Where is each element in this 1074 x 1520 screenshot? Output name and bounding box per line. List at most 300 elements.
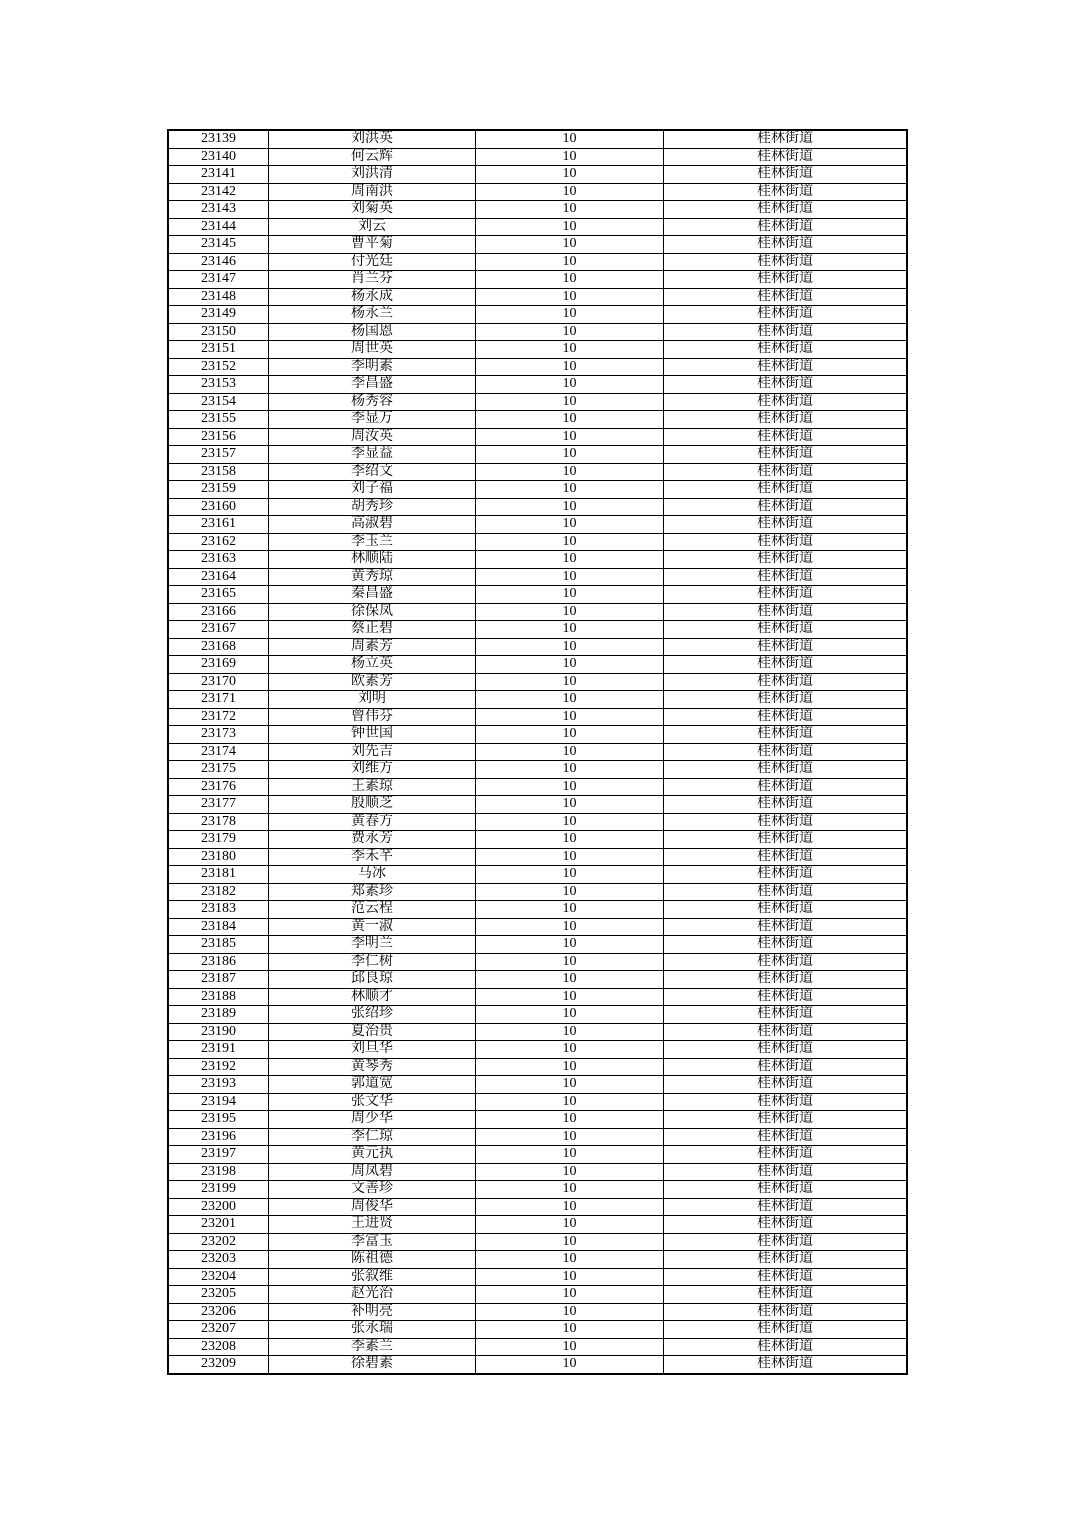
subdistrict-cell: 桂林街道 [664, 1268, 908, 1286]
serial-number-cell: 23186 [168, 953, 269, 971]
name-cell: 黄春方 [269, 813, 476, 831]
table-row [168, 656, 907, 674]
table-row [168, 1058, 907, 1076]
serial-number-cell: 23198 [168, 1163, 269, 1181]
serial-number-cell: 23158 [168, 463, 269, 481]
table-row [168, 1146, 907, 1164]
name-cell: 刘洪清 [269, 166, 476, 184]
name-cell: 李仁琼 [269, 1128, 476, 1146]
amount-cell: 10 [476, 691, 664, 709]
name-cell: 曾伟芬 [269, 708, 476, 726]
amount-cell: 10 [476, 201, 664, 219]
name-cell: 周少华 [269, 1111, 476, 1129]
name-cell: 周俊华 [269, 1198, 476, 1216]
serial-number-cell: 23187 [168, 971, 269, 989]
subdistrict-cell: 桂林街道 [664, 411, 908, 429]
name-cell: 郑素珍 [269, 883, 476, 901]
table-row [168, 1251, 907, 1269]
table-row [168, 516, 907, 534]
subdistrict-cell: 桂林街道 [664, 691, 908, 709]
serial-number-cell: 23178 [168, 813, 269, 831]
subdistrict-cell: 桂林街道 [664, 1111, 908, 1129]
serial-number-cell: 23188 [168, 988, 269, 1006]
amount-cell: 10 [476, 1251, 664, 1269]
amount-cell: 10 [476, 533, 664, 551]
amount-cell: 10 [476, 638, 664, 656]
subdistrict-cell: 桂林街道 [664, 568, 908, 586]
subdistrict-cell: 桂林街道 [664, 1303, 908, 1321]
name-cell: 张绍珍 [269, 1006, 476, 1024]
serial-number-cell: 23189 [168, 1006, 269, 1024]
table-row [168, 236, 907, 254]
table-row [168, 568, 907, 586]
serial-number-cell: 23207 [168, 1321, 269, 1339]
serial-number-cell: 23183 [168, 901, 269, 919]
amount-cell: 10 [476, 481, 664, 499]
subdistrict-cell: 桂林街道 [664, 1023, 908, 1041]
serial-number-cell: 23172 [168, 708, 269, 726]
serial-number-cell: 23145 [168, 236, 269, 254]
subdistrict-cell: 桂林街道 [664, 516, 908, 534]
subdistrict-cell: 桂林街道 [664, 1181, 908, 1199]
amount-cell: 10 [476, 936, 664, 954]
subdistrict-cell: 桂林街道 [664, 166, 908, 184]
table-row [168, 1181, 907, 1199]
serial-number-cell: 23156 [168, 428, 269, 446]
amount-cell: 10 [476, 358, 664, 376]
subdistrict-cell: 桂林街道 [664, 481, 908, 499]
name-cell: 钟世国 [269, 726, 476, 744]
table-row [168, 743, 907, 761]
table-row [168, 1128, 907, 1146]
name-cell: 秦昌盛 [269, 586, 476, 604]
name-cell: 刘云 [269, 218, 476, 236]
serial-number-cell: 23142 [168, 183, 269, 201]
name-cell: 李富玉 [269, 1233, 476, 1251]
name-cell: 徐碧素 [269, 1356, 476, 1374]
subdistrict-cell: 桂林街道 [664, 1321, 908, 1339]
table-row [168, 918, 907, 936]
serial-number-cell: 23190 [168, 1023, 269, 1041]
name-cell: 蔡正碧 [269, 621, 476, 639]
amount-cell: 10 [476, 323, 664, 341]
name-cell: 夏治贵 [269, 1023, 476, 1041]
subdistrict-cell: 桂林街道 [664, 621, 908, 639]
amount-cell: 10 [476, 1286, 664, 1304]
table-row [168, 1338, 907, 1356]
table-row [168, 691, 907, 709]
name-cell: 范云程 [269, 901, 476, 919]
table-row [168, 341, 907, 359]
name-cell: 张永瑞 [269, 1321, 476, 1339]
subdistrict-cell: 桂林街道 [664, 1198, 908, 1216]
subdistrict-cell: 桂林街道 [664, 796, 908, 814]
name-cell: 刘明 [269, 691, 476, 709]
subdistrict-cell: 桂林街道 [664, 1041, 908, 1059]
data-table [167, 129, 908, 1375]
subdistrict-cell: 桂林街道 [664, 218, 908, 236]
serial-number-cell: 23193 [168, 1076, 269, 1094]
table-row [168, 1198, 907, 1216]
subdistrict-cell: 桂林街道 [664, 708, 908, 726]
name-cell: 邱良琼 [269, 971, 476, 989]
table-row [168, 1093, 907, 1111]
subdistrict-cell: 桂林街道 [664, 1251, 908, 1269]
table-row [168, 551, 907, 569]
serial-number-cell: 23174 [168, 743, 269, 761]
name-cell: 黄秀琼 [269, 568, 476, 586]
subdistrict-cell: 桂林街道 [664, 1163, 908, 1181]
amount-cell: 10 [476, 1006, 664, 1024]
name-cell: 陈祖德 [269, 1251, 476, 1269]
amount-cell: 10 [476, 130, 664, 148]
table-row [168, 778, 907, 796]
amount-cell: 10 [476, 953, 664, 971]
amount-cell: 10 [476, 551, 664, 569]
name-cell: 李明素 [269, 358, 476, 376]
name-cell: 李玉兰 [269, 533, 476, 551]
serial-number-cell: 23171 [168, 691, 269, 709]
name-cell: 刘子福 [269, 481, 476, 499]
name-cell: 马冰 [269, 866, 476, 884]
amount-cell: 10 [476, 271, 664, 289]
subdistrict-cell: 桂林街道 [664, 1356, 908, 1374]
serial-number-cell: 23160 [168, 498, 269, 516]
table-row [168, 446, 907, 464]
subdistrict-cell: 桂林街道 [664, 288, 908, 306]
amount-cell: 10 [476, 1181, 664, 1199]
table-row [168, 708, 907, 726]
serial-number-cell: 23151 [168, 341, 269, 359]
table-row [168, 376, 907, 394]
subdistrict-cell: 桂林街道 [664, 393, 908, 411]
subdistrict-cell: 桂林街道 [664, 201, 908, 219]
serial-number-cell: 23184 [168, 918, 269, 936]
subdistrict-cell: 桂林街道 [664, 953, 908, 971]
subdistrict-cell: 桂林街道 [664, 866, 908, 884]
serial-number-cell: 23161 [168, 516, 269, 534]
subdistrict-cell: 桂林街道 [664, 831, 908, 849]
name-cell: 杨国恩 [269, 323, 476, 341]
subdistrict-cell: 桂林街道 [664, 726, 908, 744]
name-cell: 费永芳 [269, 831, 476, 849]
name-cell: 王素琼 [269, 778, 476, 796]
amount-cell: 10 [476, 148, 664, 166]
table-row [168, 1233, 907, 1251]
name-cell: 郭道宽 [269, 1076, 476, 1094]
table-row [168, 271, 907, 289]
name-cell: 李显万 [269, 411, 476, 429]
amount-cell: 10 [476, 1163, 664, 1181]
subdistrict-cell: 桂林街道 [664, 1093, 908, 1111]
subdistrict-cell: 桂林街道 [664, 323, 908, 341]
subdistrict-cell: 桂林街道 [664, 761, 908, 779]
name-cell: 高淑碧 [269, 516, 476, 534]
amount-cell: 10 [476, 708, 664, 726]
name-cell: 周世英 [269, 341, 476, 359]
name-cell: 王进贤 [269, 1216, 476, 1234]
subdistrict-cell: 桂林街道 [664, 586, 908, 604]
amount-cell: 10 [476, 1216, 664, 1234]
serial-number-cell: 23152 [168, 358, 269, 376]
name-cell: 曹平菊 [269, 236, 476, 254]
amount-cell: 10 [476, 498, 664, 516]
amount-cell: 10 [476, 1093, 664, 1111]
serial-number-cell: 23181 [168, 866, 269, 884]
amount-cell: 10 [476, 1146, 664, 1164]
table-row [168, 883, 907, 901]
subdistrict-cell: 桂林街道 [664, 376, 908, 394]
table-row [168, 183, 907, 201]
table-row [168, 971, 907, 989]
amount-cell: 10 [476, 743, 664, 761]
table-row [168, 1163, 907, 1181]
subdistrict-cell: 桂林街道 [664, 603, 908, 621]
subdistrict-cell: 桂林街道 [664, 183, 908, 201]
amount-cell: 10 [476, 918, 664, 936]
amount-cell: 10 [476, 673, 664, 691]
table-row [168, 1321, 907, 1339]
serial-number-cell: 23141 [168, 166, 269, 184]
table-row [168, 638, 907, 656]
serial-number-cell: 23196 [168, 1128, 269, 1146]
table-row [168, 673, 907, 691]
subdistrict-cell: 桂林街道 [664, 306, 908, 324]
name-cell: 杨立英 [269, 656, 476, 674]
amount-cell: 10 [476, 236, 664, 254]
amount-cell: 10 [476, 831, 664, 849]
subdistrict-cell: 桂林街道 [664, 1286, 908, 1304]
name-cell: 李绍文 [269, 463, 476, 481]
table-row [168, 831, 907, 849]
subdistrict-cell: 桂林街道 [664, 533, 908, 551]
serial-number-cell: 23175 [168, 761, 269, 779]
table-row [168, 218, 907, 236]
table-row [168, 201, 907, 219]
table-row [168, 323, 907, 341]
serial-number-cell: 23163 [168, 551, 269, 569]
table-row [168, 1356, 907, 1374]
name-cell: 李素兰 [269, 1338, 476, 1356]
amount-cell: 10 [476, 796, 664, 814]
serial-number-cell: 23182 [168, 883, 269, 901]
table-row [168, 603, 907, 621]
table-row [168, 1286, 907, 1304]
table-row [168, 306, 907, 324]
name-cell: 李仁树 [269, 953, 476, 971]
amount-cell: 10 [476, 341, 664, 359]
table-row [168, 621, 907, 639]
table-row [168, 586, 907, 604]
serial-number-cell: 23167 [168, 621, 269, 639]
name-cell: 张文华 [269, 1093, 476, 1111]
amount-cell: 10 [476, 306, 664, 324]
subdistrict-cell: 桂林街道 [664, 988, 908, 1006]
amount-cell: 10 [476, 1356, 664, 1374]
serial-number-cell: 23164 [168, 568, 269, 586]
name-cell: 刘先吉 [269, 743, 476, 761]
table-row [168, 358, 907, 376]
serial-number-cell: 23209 [168, 1356, 269, 1374]
subdistrict-cell: 桂林街道 [664, 253, 908, 271]
serial-number-cell: 23201 [168, 1216, 269, 1234]
amount-cell: 10 [476, 1303, 664, 1321]
amount-cell: 10 [476, 813, 664, 831]
subdistrict-cell: 桂林街道 [664, 498, 908, 516]
subdistrict-cell: 桂林街道 [664, 1076, 908, 1094]
serial-number-cell: 23192 [168, 1058, 269, 1076]
serial-number-cell: 23206 [168, 1303, 269, 1321]
table-row [168, 1023, 907, 1041]
table-row [168, 428, 907, 446]
subdistrict-cell: 桂林街道 [664, 743, 908, 761]
subdistrict-cell: 桂林街道 [664, 778, 908, 796]
serial-number-cell: 23154 [168, 393, 269, 411]
amount-cell: 10 [476, 1111, 664, 1129]
serial-number-cell: 23155 [168, 411, 269, 429]
serial-number-cell: 23199 [168, 1181, 269, 1199]
name-cell: 黄一淑 [269, 918, 476, 936]
name-cell: 刘旦华 [269, 1041, 476, 1059]
subdistrict-cell: 桂林街道 [664, 1338, 908, 1356]
amount-cell: 10 [476, 183, 664, 201]
name-cell: 张叙维 [269, 1268, 476, 1286]
serial-number-cell: 23200 [168, 1198, 269, 1216]
amount-cell: 10 [476, 1233, 664, 1251]
name-cell: 李明兰 [269, 936, 476, 954]
amount-cell: 10 [476, 971, 664, 989]
amount-cell: 10 [476, 1041, 664, 1059]
table-row [168, 988, 907, 1006]
name-cell: 周南洪 [269, 183, 476, 201]
name-cell: 欧素芳 [269, 673, 476, 691]
serial-number-cell: 23150 [168, 323, 269, 341]
table-row [168, 498, 907, 516]
name-cell: 文善珍 [269, 1181, 476, 1199]
subdistrict-cell: 桂林街道 [664, 656, 908, 674]
name-cell: 周汝英 [269, 428, 476, 446]
serial-number-cell: 23170 [168, 673, 269, 691]
amount-cell: 10 [476, 901, 664, 919]
amount-cell: 10 [476, 253, 664, 271]
amount-cell: 10 [476, 568, 664, 586]
amount-cell: 10 [476, 726, 664, 744]
table-row [168, 411, 907, 429]
table-row [168, 813, 907, 831]
subdistrict-cell: 桂林街道 [664, 918, 908, 936]
serial-number-cell: 23148 [168, 288, 269, 306]
table-row [168, 866, 907, 884]
serial-number-cell: 23203 [168, 1251, 269, 1269]
subdistrict-cell: 桂林街道 [664, 971, 908, 989]
serial-number-cell: 23197 [168, 1146, 269, 1164]
subdistrict-cell: 桂林街道 [664, 428, 908, 446]
serial-number-cell: 23153 [168, 376, 269, 394]
serial-number-cell: 23162 [168, 533, 269, 551]
serial-number-cell: 23195 [168, 1111, 269, 1129]
amount-cell: 10 [476, 778, 664, 796]
amount-cell: 10 [476, 393, 664, 411]
serial-number-cell: 23208 [168, 1338, 269, 1356]
subdistrict-cell: 桂林街道 [664, 1233, 908, 1251]
name-cell: 补明亮 [269, 1303, 476, 1321]
name-cell: 刘维方 [269, 761, 476, 779]
serial-number-cell: 23157 [168, 446, 269, 464]
table-row [168, 148, 907, 166]
name-cell: 刘菊英 [269, 201, 476, 219]
serial-number-cell: 23168 [168, 638, 269, 656]
amount-cell: 10 [476, 848, 664, 866]
serial-number-cell: 23149 [168, 306, 269, 324]
name-cell: 殷顺芝 [269, 796, 476, 814]
serial-number-cell: 23185 [168, 936, 269, 954]
amount-cell: 10 [476, 1058, 664, 1076]
amount-cell: 10 [476, 288, 664, 306]
subdistrict-cell: 桂林街道 [664, 463, 908, 481]
table-row [168, 761, 907, 779]
table-row [168, 1303, 907, 1321]
subdistrict-cell: 桂林街道 [664, 1058, 908, 1076]
serial-number-cell: 23176 [168, 778, 269, 796]
subdistrict-cell: 桂林街道 [664, 130, 908, 148]
name-cell: 周素芳 [269, 638, 476, 656]
amount-cell: 10 [476, 1023, 664, 1041]
table-row [168, 1076, 907, 1094]
name-cell: 李昌盛 [269, 376, 476, 394]
amount-cell: 10 [476, 866, 664, 884]
name-cell: 赵光治 [269, 1286, 476, 1304]
table-row [168, 1268, 907, 1286]
table-row [168, 1041, 907, 1059]
subdistrict-cell: 桂林街道 [664, 813, 908, 831]
subdistrict-cell: 桂林街道 [664, 358, 908, 376]
table-row [168, 130, 907, 148]
name-cell: 林顺陆 [269, 551, 476, 569]
subdistrict-cell: 桂林街道 [664, 1216, 908, 1234]
amount-cell: 10 [476, 621, 664, 639]
amount-cell: 10 [476, 376, 664, 394]
amount-cell: 10 [476, 218, 664, 236]
serial-number-cell: 23166 [168, 603, 269, 621]
table-row [168, 253, 907, 271]
name-cell: 林顺才 [269, 988, 476, 1006]
serial-number-cell: 23179 [168, 831, 269, 849]
amount-cell: 10 [476, 166, 664, 184]
amount-cell: 10 [476, 446, 664, 464]
name-cell: 黄元执 [269, 1146, 476, 1164]
name-cell: 杨永成 [269, 288, 476, 306]
serial-number-cell: 23177 [168, 796, 269, 814]
name-cell: 周凤碧 [269, 1163, 476, 1181]
amount-cell: 10 [476, 411, 664, 429]
serial-number-cell: 23204 [168, 1268, 269, 1286]
serial-number-cell: 23144 [168, 218, 269, 236]
serial-number-cell: 23146 [168, 253, 269, 271]
table-row [168, 953, 907, 971]
subdistrict-cell: 桂林街道 [664, 148, 908, 166]
table-row [168, 1111, 907, 1129]
table-row [168, 393, 907, 411]
subdistrict-cell: 桂林街道 [664, 673, 908, 691]
subdistrict-cell: 桂林街道 [664, 271, 908, 289]
amount-cell: 10 [476, 761, 664, 779]
name-cell: 李显益 [269, 446, 476, 464]
amount-cell: 10 [476, 1268, 664, 1286]
name-cell: 何云辉 [269, 148, 476, 166]
amount-cell: 10 [476, 883, 664, 901]
name-cell: 李禾芊 [269, 848, 476, 866]
serial-number-cell: 23169 [168, 656, 269, 674]
